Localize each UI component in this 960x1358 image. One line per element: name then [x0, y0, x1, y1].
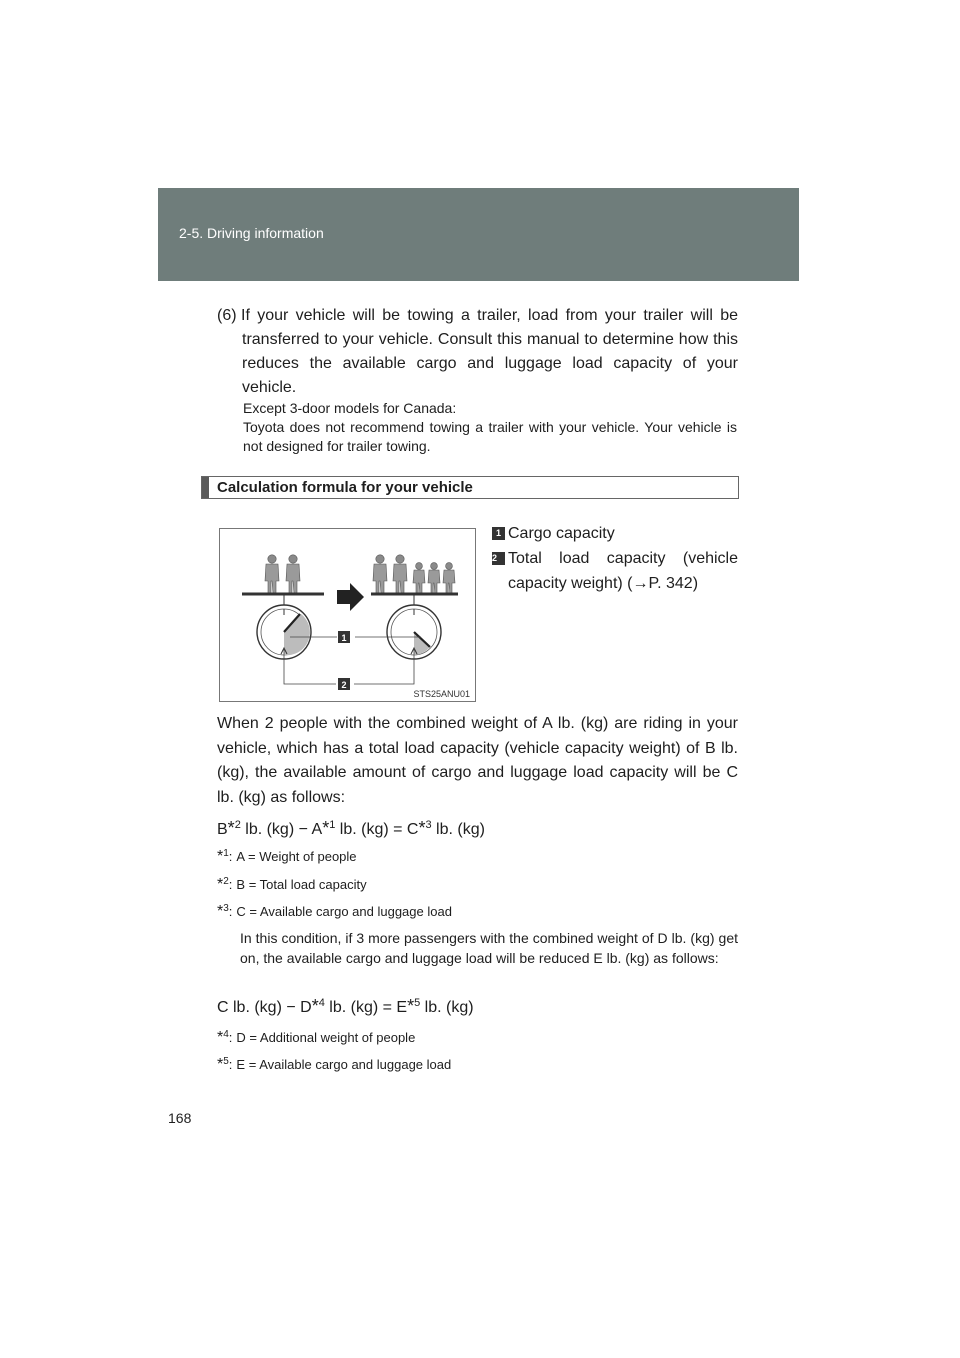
load-capacity-illustration: [219, 528, 476, 702]
step-number: (6): [217, 307, 237, 324]
legend-text-2: Total load capacity (vehicle capacity weight) (→P. 342): [508, 550, 738, 592]
formula2-sup-5: 5: [414, 997, 421, 1009]
note-line-2: Toyota does not recommend towing a trailer with your vehicle. Your vehicle is not designed for trailer towing.: [243, 419, 737, 454]
footnote-5-text: E = Available cargo and luggage load: [236, 1057, 452, 1072]
legend-item-1: [492, 521, 738, 546]
footnote-5: *$^5$: E = Available cargo and luggage load: [217, 1056, 452, 1073]
formula1-b: B: [217, 821, 228, 838]
header-band: [158, 188, 799, 281]
footnote-2: *$^2$: B = Total load capacity: [217, 876, 367, 893]
people-before-icon: [265, 555, 300, 593]
formula-2: C lb. (kg) − D*$^4$ lb. (kg) = E*$^5$ lb. (kg): [217, 996, 474, 1016]
callout-2-label: 2: [341, 680, 347, 690]
illustration-svg: [220, 529, 477, 703]
figure-legend: [492, 521, 738, 596]
step-text: If your vehicle will be towing a trailer, load from your trailer will be transferred to your vehicle. Consult this manual to determine how this reduces the available cargo and luggage load capacity of your vehicle.: [241, 307, 738, 396]
formula2-part-1: lb. (kg) = E: [324, 999, 408, 1016]
footnote-5-num: 5: [223, 1056, 229, 1067]
footnote-3-text: C = Available cargo and luggage load: [236, 904, 452, 919]
formula1-part-2: lb. (kg) = C: [335, 821, 419, 838]
figure-code: STS25ANU01: [413, 689, 470, 699]
legend-item-2: [492, 546, 738, 596]
section-heading: [201, 476, 739, 499]
footnote-4: *$^4$: D = Additional weight of people: [217, 1029, 416, 1046]
formula2-c: C lb. (kg) − D: [217, 999, 312, 1016]
footnote-3: *$^3$: C = Available cargo and luggage load: [217, 903, 452, 920]
formula1-sup-2: 1: [329, 819, 336, 831]
towing-note: [243, 399, 737, 456]
footnote-2-text: B = Total load capacity: [236, 877, 367, 892]
footnote-2-num: 2: [223, 876, 229, 887]
section-title: Calculation formula for your vehicle: [217, 479, 473, 496]
footnote-1: *$^1$: A = Weight of people: [217, 848, 357, 865]
formula1-sup-1: 2: [234, 819, 241, 831]
legend-badge-2: 2: [492, 552, 505, 565]
footnote-4-num: 4: [223, 1029, 229, 1040]
formula-1: B*$^2$ lb. (kg) − A*$^1$ lb. (kg) = C*$^3$ lb. (kg): [217, 818, 485, 838]
paragraph-2: In this condition, if 3 more passengers with the combined weight of D lb. (kg) get on, the available cargo and luggage load will be reduced E lb. (kg) as follows:: [240, 930, 738, 966]
formula1-sup-3: 3: [425, 819, 432, 831]
paragraph-1: When 2 people with the combined weight of A lb. (kg) are riding in your vehicle, which has a total load capacity (vehicle capacity weight) of B lb. (kg), the available amount of cargo and luggage load capacity will be C lb. (kg) as follows:: [217, 715, 738, 806]
legend-badge-1: 1: [492, 527, 505, 540]
section-breadcrumb: 2-5. Driving information: [179, 225, 324, 241]
people-after-icon: [373, 555, 455, 593]
footnote-1-text: A = Weight of people: [236, 849, 357, 864]
footnote-3-num: 3: [223, 903, 229, 914]
footnote-1-num: 1: [223, 848, 229, 859]
arrow-right-icon: [337, 583, 364, 611]
formula2-sup-4: 4: [318, 997, 325, 1009]
page-number: 168: [168, 1110, 192, 1126]
legend-text-1: Cargo capacity: [508, 525, 615, 542]
callout-1-label: 1: [341, 633, 347, 643]
formula1-part-1: lb. (kg) − A: [240, 821, 323, 838]
step-6: [217, 304, 738, 400]
note-line-1: Except 3-door models for Canada:: [243, 400, 457, 416]
formula2-part-2: lb. (kg): [420, 999, 474, 1016]
section-accent: [202, 477, 209, 498]
formula1-part-3: lb. (kg): [431, 821, 485, 838]
footnote-4-text: D = Additional weight of people: [236, 1030, 416, 1045]
